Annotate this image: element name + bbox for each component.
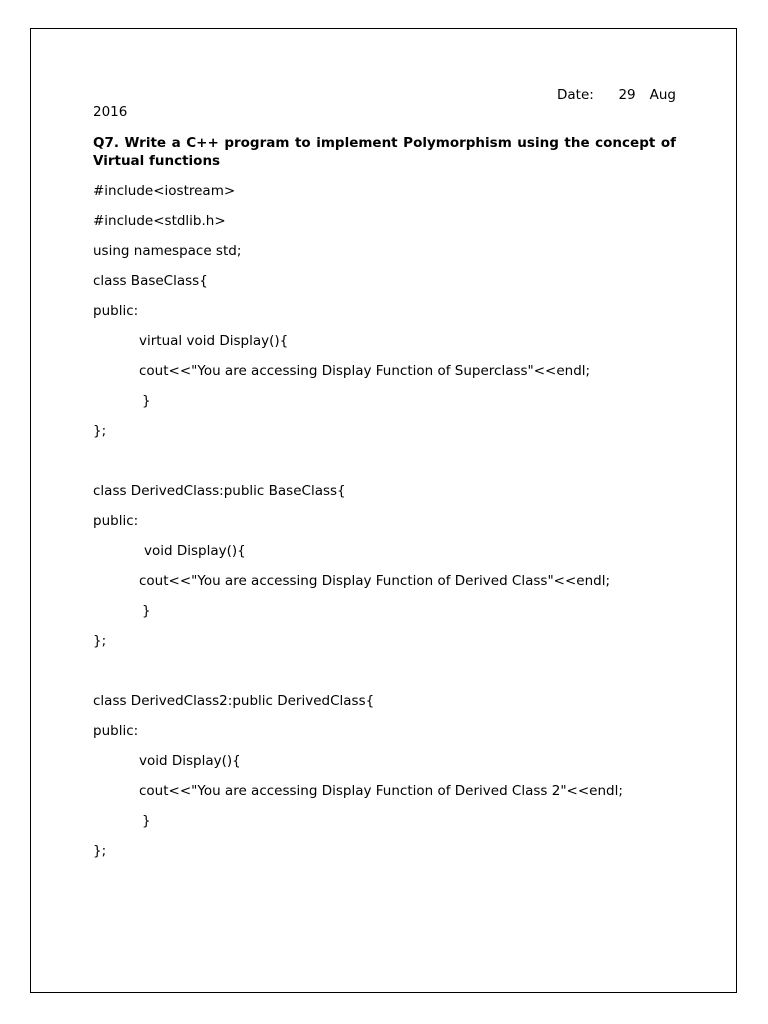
code-line-public: public:	[93, 303, 139, 319]
code-line-using-namespace: using namespace std;	[93, 243, 242, 259]
code-line-close-class: };	[93, 423, 107, 439]
code-line-close-brace: }	[142, 603, 151, 619]
code-line-class-derivedclass: class DerivedClass:public BaseClass{	[93, 483, 346, 499]
date-year: 2016	[93, 104, 128, 120]
code-line-cout-derived: cout<<"You are accessing Display Function of Derived Class"<<endl;	[139, 573, 611, 589]
date-label: Date:	[557, 87, 594, 103]
code-line-close-brace: }	[142, 813, 151, 829]
code-line-cout-superclass: cout<<"You are accessing Display Function of Superclass"<<endl;	[139, 363, 591, 379]
code-line-public: public:	[93, 513, 139, 529]
code-line-cout-derived2: cout<<"You are accessing Display Function of Derived Class 2"<<endl;	[139, 783, 623, 799]
code-line-void-display: void Display(){	[144, 543, 246, 559]
date-line	[557, 87, 676, 103]
code-line-class-baseclass: class BaseClass{	[93, 273, 208, 289]
code-line-void-display: void Display(){	[139, 753, 241, 769]
code-line-class-derivedclass2: class DerivedClass2:public DerivedClass{	[93, 693, 375, 709]
date-day: 29	[618, 87, 636, 103]
code-line-include-iostream: #include<iostream>	[93, 183, 236, 199]
code-line-close-brace: }	[142, 393, 151, 409]
code-line-virtual-display: virtual void Display(){	[139, 333, 289, 349]
date-month: Aug	[649, 87, 676, 103]
page-border	[30, 28, 737, 993]
code-line-close-class: };	[93, 633, 107, 649]
code-line-public: public:	[93, 723, 139, 739]
code-line-close-class: };	[93, 843, 107, 859]
question-heading: Q7. Write a C++ program to implement Polymorphism using the concept of Virtual functions	[93, 135, 676, 169]
date-value	[618, 87, 676, 103]
code-line-include-stdlib: #include<stdlib.h>	[93, 213, 226, 229]
